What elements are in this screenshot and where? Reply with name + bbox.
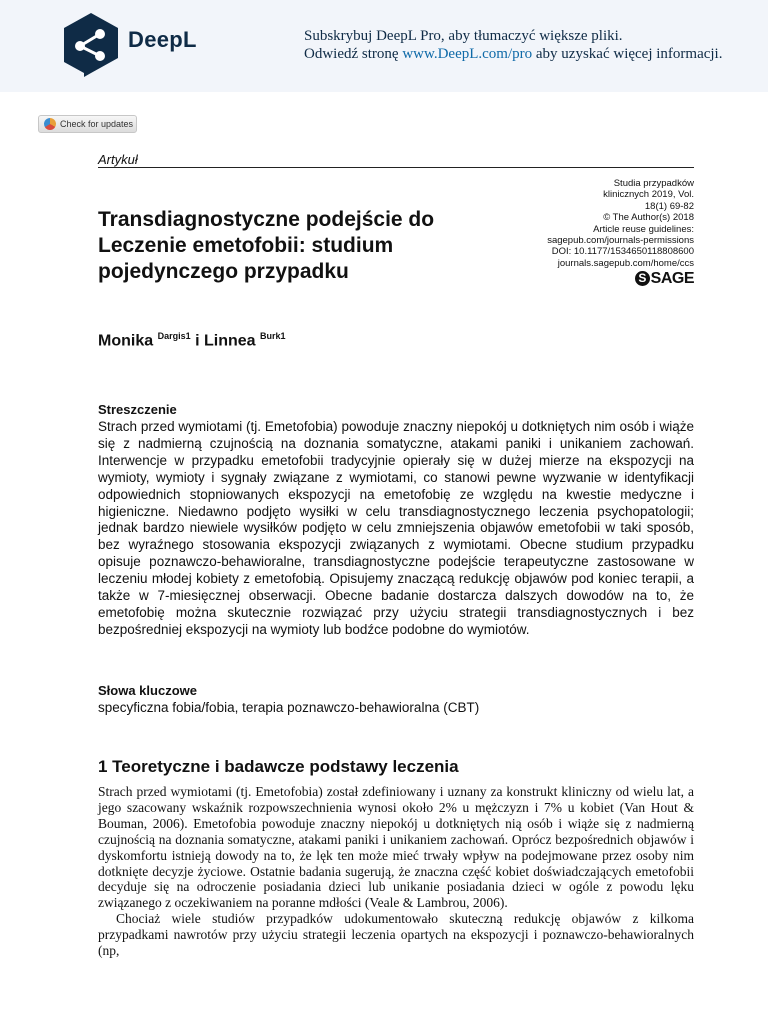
- journal-homepage-link[interactable]: journals.sagepub.com/home/ccs: [557, 257, 694, 269]
- abstract-heading: Streszczenie: [98, 402, 177, 417]
- author-2-name: Linnea: [203, 332, 256, 350]
- sage-logo: [635, 271, 694, 286]
- section-1-paragraph-2: Chociaż wiele studiów przypadków udokumentowało skuteczną redukcję objawów z kilkoma przypadkami nawrotów przy użyciu strategii leczenia opartych na ekspozycji i poznawczo-behawioralnych (np,: [98, 911, 694, 959]
- section-1-body: [98, 784, 694, 959]
- promo-line-2: [304, 45, 722, 63]
- doi[interactable]: DOI: 10.1177/1534650118808600: [551, 246, 694, 258]
- promo-line-1: Subskrybuj DeepL Pro, aby tłumaczyć większe pliki.: [304, 28, 623, 44]
- sage-wordmark: SAGE: [650, 270, 694, 288]
- article-title: Transdiagnostyczne podejście do Leczenie emetofobii: studium pojedynczego przypadku: [98, 208, 435, 283]
- author-1-name: Monika: [98, 332, 154, 350]
- check-for-updates-button[interactable]: [38, 115, 137, 133]
- authors: [98, 331, 286, 350]
- journal-name-line-1: Studia przypadków: [613, 178, 694, 189]
- sage-s-icon: S: [635, 271, 650, 286]
- author-connector: i: [195, 332, 200, 350]
- header-rule: [98, 167, 694, 168]
- reuse-guidelines-link[interactable]: sagepub.com/journals-permissions: [547, 235, 694, 247]
- author-1-affiliation: Dargis1: [157, 331, 191, 341]
- promo-line-2-prefix: Odwiedź stronę: [304, 46, 403, 62]
- journal-volume: 18(1) 69-82: [644, 200, 694, 212]
- section-1-paragraph-1: Strach przed wymiotami (tj. Emetofobia) został zdefiniowany i uznany za konstrukt kliniczny od wielu lat, a jego szacowany wskaźnik rozpowszechnienia wynosi około 2% u mężczyzn i 7% u kobiet (Van Hout & Bouman, 2006). Emetofobia powoduje znaczny niepokój u dotkniętych nią osób i wiąże się z nadmierną czujnością na doznania somatyczne, atakami paniki i unikaniem zachowań. Oprócz bezpośrednich objawów i dyskomfortu istnieją dowody na to, że lęk ten może mieć trwały wpływ na podejmowane przez osoby nim dotknięte decyzje życiowe. Ostatnie badania sugerują, że znaczna część kobiet doświadczających emetofobii decyduje się na odroczenie posiadania dzieci lub unikanie posiadania dzieci w ogóle z powodu lęku związanego z oczekiwaniem na poranne mdłości (Veale & Lambrou, 2006).: [98, 784, 694, 911]
- abstract-text: Strach przed wymiotami (tj. Emetofobia) powoduje znaczny niepokój u dotkniętych nim osób i wiąże się z nadmierną czujnością na doznania somatyczne, atakami paniki i unikaniem zachowań. Interwencje w przypadku emetofobii tradycyjnie opierały się w dużej mierze na ekspozycji na wymioty, wymioty i sygnały związane z wymiotami, co stanowi pewne wyzwanie w identyfikacji odpowiednich stopniowanych ekspozycji na emetofobię ze względu na kwestie medyczne i higieniczne. Niedawno podjęto wysiłki w celu transdiagnostycznego leczenia psychopatologii; jednak bardzo niewiele wysiłków podjęto w celu zmniejszenia objawów emetofobii w taki sposób, bez wyraźnego stosowania ekspozycji związanych z wymiotami. Obecne studium przypadku opisuje poznawczo-behawioralne, transdiagnostyczne podejście terapeutyczne zastosowane w leczeniu młodej kobiety z emetofobią. Opisujemy znaczącą redukcję objawów pod koniec terapii, a także w 7-miesięcznej obserwacji. Obecne badanie dostarcza dalszych dowodów na to, że emetofobię można skutecznie rozwiązać przy użyciu strategii transdiagnostycznych i bez bezpośredniej ekspozycji na wymioty lub bodźce podobne do wymiotów.: [98, 419, 694, 637]
- keywords-text: specyficzna fobia/fobia, terapia poznawczo-behawioralna (CBT): [98, 700, 480, 715]
- promo-text: [304, 27, 722, 63]
- promo-line-2-suffix: aby uzyskać więcej informacji.: [532, 46, 723, 62]
- author-2-affiliation: Burk1: [259, 331, 286, 341]
- deepl-banner: [0, 0, 768, 92]
- reuse-guidelines-label: Article reuse guidelines:: [593, 223, 694, 235]
- journal-meta: [520, 178, 694, 286]
- deepl-pro-link[interactable]: www.DeepL.com/pro: [402, 46, 533, 62]
- copyright: © The Author(s) 2018: [603, 212, 694, 224]
- deepl-brand-name: DeepL: [128, 27, 197, 52]
- article-type-label: Artykuł: [98, 152, 138, 167]
- keywords-heading: Słowa kluczowe: [98, 683, 197, 698]
- check-for-updates-label: Check for updates: [60, 119, 134, 129]
- section-1-heading: 1 Teoretyczne i badawcze podstawy leczenia: [98, 757, 459, 776]
- journal-name-line-2: klinicznych 2019, Vol.: [603, 189, 694, 201]
- crossmark-icon: [44, 118, 56, 130]
- deepl-logo-icon[interactable]: [56, 10, 126, 80]
